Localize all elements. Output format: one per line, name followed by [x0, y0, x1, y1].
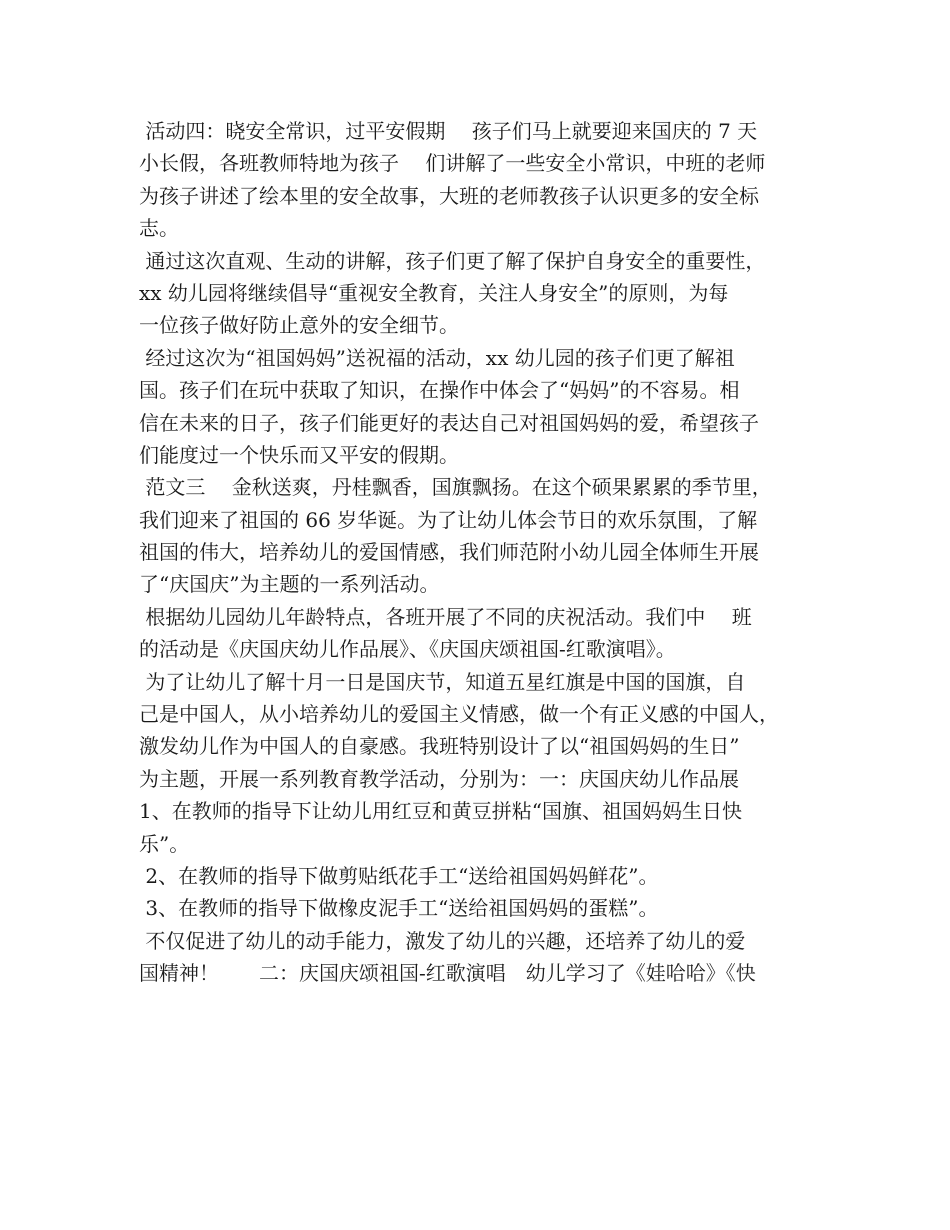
body-text — [139, 115, 829, 990]
text-line: 通过这次直观、生动的讲解，孩子们更了解了保护自身安全的重要性， — [139, 248, 766, 273]
text-line: 了“庆国庆”为主题的一系列活动。 — [139, 572, 440, 597]
text-line: 1、在教师的指导下让幼儿用红豆和黄豆拼粘“国旗、祖国妈妈生日快 — [139, 799, 742, 824]
text-line: 2、在教师的指导下做剪贴纸花手工“送给祖国妈妈鲜花”。 — [139, 863, 659, 888]
text-line: 志。 — [139, 216, 179, 241]
text-line: 祖国的伟大，培养幼儿的爱国情感，我们师范附小幼儿园全体师生开展 — [139, 540, 759, 565]
text-line: 们能度过一个快乐而又平安的假期。 — [139, 442, 459, 467]
text-line: 为主题，开展一系列教育教学活动，分别为：一：庆国庆幼儿作品展 — [139, 766, 739, 791]
text-line: 小长假，各班教师特地为孩子 们讲解了一些安全小常识，中班的老师 — [139, 151, 766, 176]
text-line: 己是中国人，从小培养幼儿的爱国主义情感，做一个有正义感的中国人， — [139, 702, 779, 727]
text-line: 根据幼儿园幼儿年龄特点，各班开展了不同的庆祝活动。我们中 班 — [139, 604, 752, 629]
text-line: 乐”。 — [139, 831, 190, 856]
text-line: 3、在教师的指导下做橡皮泥手工“送给祖国妈妈的蛋糕”。 — [139, 896, 659, 921]
text-line: 为孩子讲述了绘本里的安全故事，大班的老师教孩子认识更多的安全标 — [139, 183, 759, 208]
text-line: 信在未来的日子，孩子们能更好的表达自己对祖国妈妈的爱，希望孩子 — [139, 410, 759, 435]
text-line: 范文三 金秋送爽，丹桂飘香，国旗飘扬。在这个硕果累累的季节里， — [139, 475, 772, 500]
text-line: 的活动是《庆国庆幼儿作品展》、《庆国庆颂祖国-红歌演唱》。 — [139, 637, 676, 662]
text-line: 一位孩子做好防止意外的安全细节。 — [139, 313, 459, 338]
text-line: 我们迎来了祖国的 66 岁华诞。为了让幼儿体会节日的欢乐氛围，了解 — [139, 507, 758, 532]
text-line: 激发幼儿作为中国人的自豪感。我班特别设计了以“祖国妈妈的生日” — [139, 734, 740, 759]
text-line: xx 幼儿园将继续倡导“重视安全教育，关注人身安全”的原则，为每 — [139, 280, 729, 305]
text-line: 为了让幼儿了解十月一日是国庆节，知道五星红旗是中国的国旗，自 — [139, 669, 746, 694]
text-line: 国精神！ 二：庆国庆颂祖国-红歌演唱 幼儿学习了《娃哈哈》《快 — [139, 961, 756, 986]
text-line: 国。孩子们在玩中获取了知识，在操作中体会了“妈妈”的不容易。相 — [139, 378, 740, 403]
text-line: 经过这次为“祖国妈妈”送祝福的活动，xx 幼儿园的孩子们更了解祖 — [139, 345, 735, 370]
text-line: 不仅促进了幼儿的动手能力，激发了幼儿的兴趣，还培养了幼儿的爱 — [139, 928, 746, 953]
text-line: 活动四：晓安全常识，过平安假期 孩子们马上就要迎来国庆的 7 天 — [139, 119, 758, 143]
